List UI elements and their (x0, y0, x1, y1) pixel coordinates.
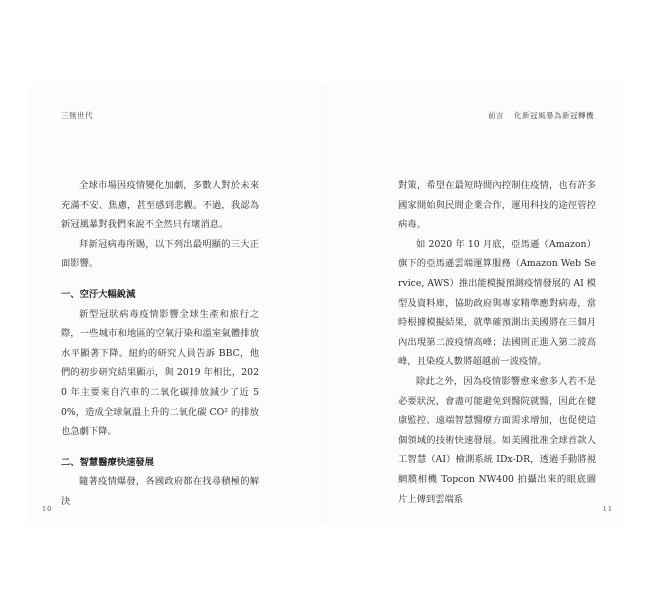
running-head-section: 前言 (488, 111, 504, 120)
page-number-left: 10 (42, 505, 53, 513)
paragraph: 如 2020 年 10 月底，亞馬遜（Amazon）旗下的亞馬遜雲端運算服務（Amazon Web Service, AWS）推出能模擬預測疫情發展的 AI 模型及資料庫，協助政府與專家精準應對病毒，當時根據模擬結果，就準確預測出美國將在三個月內出現第二波疫情高峰；法國則正進入第二波高峰，且染疫人數將超越前一波疫情。 (398, 238, 597, 368)
section-heading-air-pollution: 一、空汙大幅銳減 (61, 288, 136, 300)
running-head-book-title: 三無世代 (61, 111, 93, 120)
paragraph: 除此之外，因為疫情影響愈來愈多人若不是必要狀況，會盡可能避免到醫院就醫，因此在健康監控、遠端智慧醫療方面需求增加，也促使這個領域的技術快速發展。如美國批准全球首款人工智慧（AI）檢測系統 IDx-DR，透過手動將視網膜相機 Topcon NW400 拍攝出來的眼底圖片上傳到雲端系 (398, 375, 596, 505)
section-heading-smart-healthcare: 二、智慧醫療快速發展 (61, 456, 154, 468)
paragraph: 新型冠狀病毒疫情影響全球生產和旅行之際，一些城市和地區的空氣汙染和溫室氣體排放水平顯著下降。紐約的研究人員告訴 BBC，他們的初步研究結果顯示，與 2019 年相比，2020 年主要來自汽車的二氧化碳排放減少了近 50%，造成全球氣溫上升的二氧化碳 CO² 的排放也急劇下降。 (61, 308, 259, 438)
running-head-chapter-title: 化新冠風暴為新冠轉機 (514, 111, 594, 120)
left-page-text (61, 176, 259, 512)
running-head-chapter (488, 110, 594, 121)
page-number-right: 11 (602, 505, 613, 513)
paragraph: 全球市場因疫情變化加劇，多數人對於未來充滿不安、焦慮，甚至感到悲觀。不過，我認為新冠風暴對我們來說不全然只有壞消息。 (61, 180, 259, 231)
paragraph: 隨著疫情爆發，各國政府都在找尋積極的解決 (61, 476, 259, 507)
paragraph: 拜新冠病毒所賜，以下列出最明顯的三大正面影響。 (61, 238, 259, 270)
paragraph: 對策，希望在最短時間內控制住疫情，也有許多國家開始與民間企業合作，運用科技的途徑管控病毒。 (398, 180, 596, 231)
right-page-text (398, 176, 596, 509)
